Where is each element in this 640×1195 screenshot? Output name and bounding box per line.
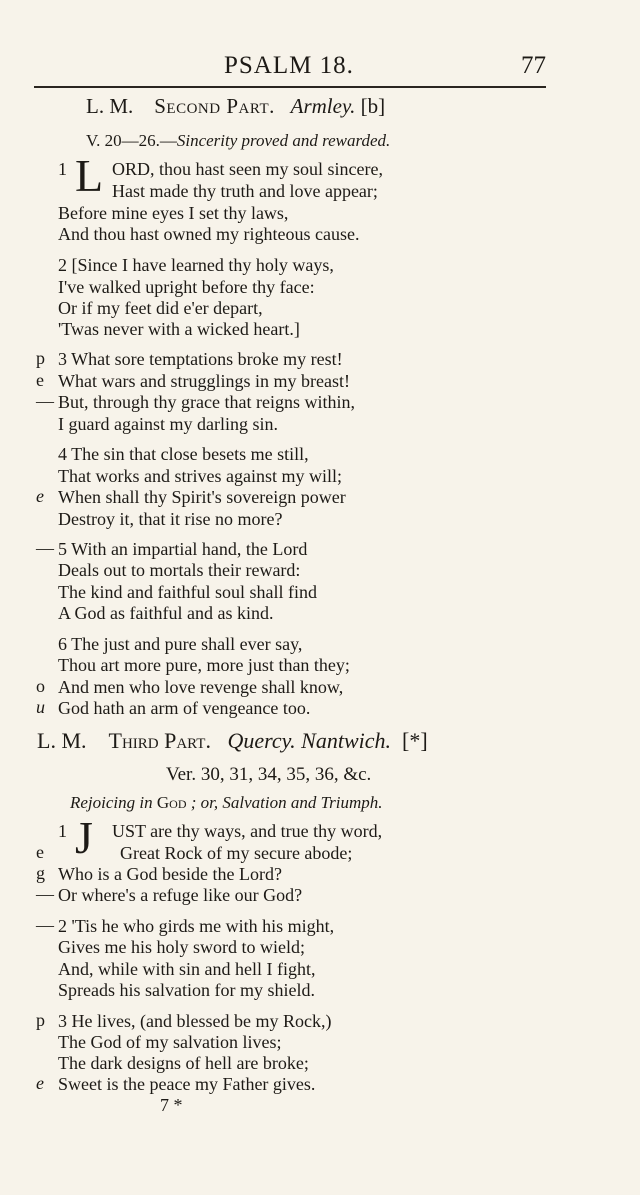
part3-part: Third Part. [108, 728, 211, 753]
verse-line: 2 'Tis he who girds me with his might, [58, 916, 335, 936]
dynamics-mark: e [36, 486, 44, 506]
verse-line: 4 The sin that close besets me still, [58, 444, 309, 464]
dynamics-mark: e [36, 842, 44, 862]
dynamics-mark: p [36, 1010, 45, 1030]
verse-line: I guard against my darling sin. [58, 414, 278, 434]
part2-subhead [86, 131, 390, 151]
verse-line: Sweet is the peace my Father gives. [58, 1074, 316, 1094]
verse-line: What wars and strugglings in my breast! [58, 371, 350, 391]
verse-line: Thou art more pure, more just than they; [58, 655, 350, 675]
verse-line: Who is a God beside the Lord? [58, 864, 282, 884]
verse-line: When shall thy Spirit's sovereign power [58, 487, 346, 507]
dynamics-mark: p [36, 348, 45, 368]
drop-cap: J [75, 812, 93, 863]
part2-heading [86, 94, 385, 119]
verse-line: Or where's a refuge like our God? [58, 885, 303, 905]
verse-line: And men who love revenge shall know, [58, 677, 344, 697]
verse-line: The God of my salvation lives; [58, 1032, 282, 1052]
verse-line: God hath an arm of vengeance too. [58, 698, 311, 718]
dynamics-mark: — [36, 884, 54, 904]
verse-line: The dark designs of hell are broke; [58, 1053, 309, 1073]
verse-line: 3 What sore temptations broke my rest! [58, 349, 343, 369]
psalm-title: PSALM 18. [224, 52, 354, 79]
verse-line: The kind and faithful soul shall find [58, 582, 317, 602]
verse-line: A God as faithful and as kind. [58, 603, 274, 623]
dynamics-mark: — [36, 391, 54, 411]
verse-line: I've walked upright before thy face: [58, 277, 315, 297]
part2-tune-mark: [b] [360, 94, 386, 118]
part2-verse-ref: V. 20—26.— [86, 131, 177, 150]
verse-line: 3 He lives, (and blessed be my Rock,) [58, 1011, 332, 1031]
subject-text: ; or, Salvation and Triumph. [190, 793, 383, 812]
verse-line: UST are thy ways, and true thy word, [112, 821, 383, 841]
verse-line: ORD, thou hast seen my soul sincere, [112, 159, 383, 179]
verse-line: Hast made thy truth and love appear; [112, 181, 378, 201]
part3-subject [70, 793, 382, 813]
dynamics-mark: u [36, 697, 45, 717]
page-number: 77 [521, 52, 546, 79]
part3-tunes: Quercy. Nantwich. [227, 728, 392, 753]
part3-tune-mark: [*] [402, 728, 428, 753]
part3-meter: L. M. [37, 728, 87, 753]
part2-subject: Sincerity proved and rewarded. [176, 131, 391, 150]
running-head [34, 52, 546, 86]
subject-text: Rejoicing in [70, 793, 153, 812]
verse-line: Before mine eyes I set thy laws, [58, 203, 289, 223]
dynamics-mark: o [36, 676, 45, 696]
stanza-number: 1 [58, 821, 67, 841]
verse-line: 2 [Since I have learned thy holy ways, [58, 255, 334, 275]
verse-line: 'Twas never with a wicked heart.] [58, 319, 300, 339]
subject-god: God [156, 793, 187, 812]
part3-heading [37, 728, 428, 754]
part2-meter: L. M. [86, 94, 134, 118]
dynamics-mark: — [36, 538, 54, 558]
dynamics-mark: e [36, 370, 44, 390]
verse-line: 6 The just and pure shall ever say, [58, 634, 303, 654]
verse-line: Or if my feet did e'er depart, [58, 298, 263, 318]
verse-line: And, while with sin and hell I fight, [58, 959, 316, 979]
verse-line: But, through thy grace that reigns within, [58, 392, 355, 412]
verse-line: Deals out to mortals their reward: [58, 560, 301, 580]
verse-line: That works and strives against my will; [58, 466, 342, 486]
verse-line: Great Rock of my secure abode; [120, 843, 353, 863]
drop-cap: L [75, 150, 104, 201]
dynamics-mark: e [36, 1073, 44, 1093]
verse-line: 5 With an impartial hand, the Lord [58, 539, 308, 559]
verse-line: Destroy it, that it rise no more? [58, 509, 283, 529]
signature-mark: 7 * [160, 1095, 183, 1115]
verse-line: And thou hast owned my righteous cause. [58, 224, 360, 244]
verse-line: Spreads his salvation for my shield. [58, 980, 315, 1000]
verse-line: Gives me his holy sword to wield; [58, 937, 305, 957]
stanza-number: 1 [58, 159, 67, 179]
part3-verse-ref: Ver. 30, 31, 34, 35, 36, &c. [166, 764, 372, 785]
dynamics-mark: — [36, 915, 54, 935]
part2-tune: Armley. [290, 94, 356, 118]
dynamics-mark: g [36, 863, 45, 883]
header-rule [34, 86, 546, 88]
part2-part: Second Part. [154, 94, 275, 118]
